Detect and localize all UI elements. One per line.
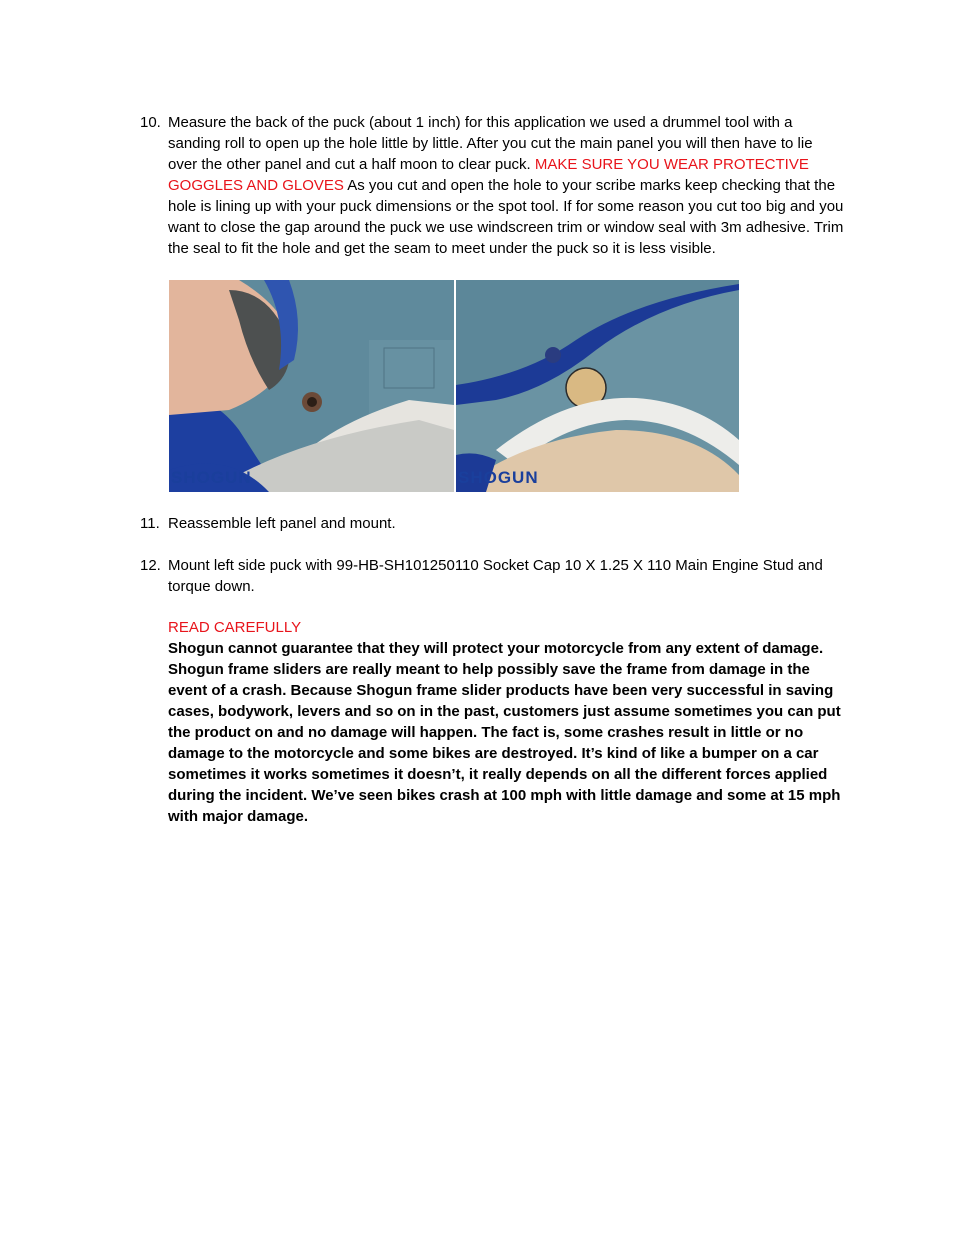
step-text-before: Measure the back of the puck (about 1 inch) for this application we used a drummel tool with a sanding roll to open up the hole little by little. After you cut the main panel you will then have to lie over the other panel and cut a half moon to clear puck.	[168, 114, 813, 173]
step-12	[140, 555, 845, 597]
step-number: 12.	[140, 557, 161, 574]
step-11	[140, 513, 845, 534]
step-text: Reassemble left panel and mount.	[168, 515, 396, 532]
photo-finished-hole	[456, 280, 739, 492]
step-number: 10.	[140, 114, 161, 131]
step-10	[140, 112, 845, 259]
logo-text: SHOGUN	[458, 468, 539, 487]
read-carefully-notice	[168, 617, 848, 827]
logo-text: SHOGUN	[171, 468, 252, 487]
shogun-logo	[458, 468, 539, 488]
safety-warning: MAKE SURE YOU WEAR PROTECTIVE GOGGLES AND GLOVES	[168, 156, 809, 194]
photo-hole-image	[456, 280, 739, 492]
step-text: Mount left side puck with 99-HB-SH101250110 Socket Cap 10 X 1.25 X 110 Main Engine Stud and torque down.	[168, 557, 823, 595]
photo-drilling-image	[169, 280, 454, 492]
step-text-after: As you cut and open the hole to your scribe marks keep checking that the hole is lining up with your puck dimensions or the spot tool. If for some reason you cut too big and you want to close the gap around the puck we use windscreen trim or window seal with 3m adhesive. Trim the seal to fit the hole and get the seam to meet under the puck so it is less visible.	[168, 177, 844, 257]
notice-heading: READ CAREFULLY	[168, 619, 302, 636]
step-10-photos	[169, 280, 739, 492]
shogun-logo	[171, 468, 252, 488]
step-text	[168, 112, 845, 259]
photo-drilling-panel	[169, 280, 454, 492]
step-number: 11.	[140, 515, 160, 532]
notice-body: Shogun cannot guarantee that they will protect your motorcycle from any extent of damage. Shogun frame sliders are really meant to help possibly save the frame from damage in the event of a crash. Because Shogun frame slider products have been very successful in saving cases, bodywork, levers and so on in the past, customers just assume sometimes you can put the product on and no damage will happen. The fact is, some crashes result in little or no damage to the motorcycle and some bikes are destroyed. It’s kind of like a bumper on a car sometimes it works sometimes it doesn’t, it really depends on all the different forces applied during the incident. We’ve seen bikes crash at 100 mph with little damage and some at 15 mph with major damage.	[168, 640, 841, 825]
